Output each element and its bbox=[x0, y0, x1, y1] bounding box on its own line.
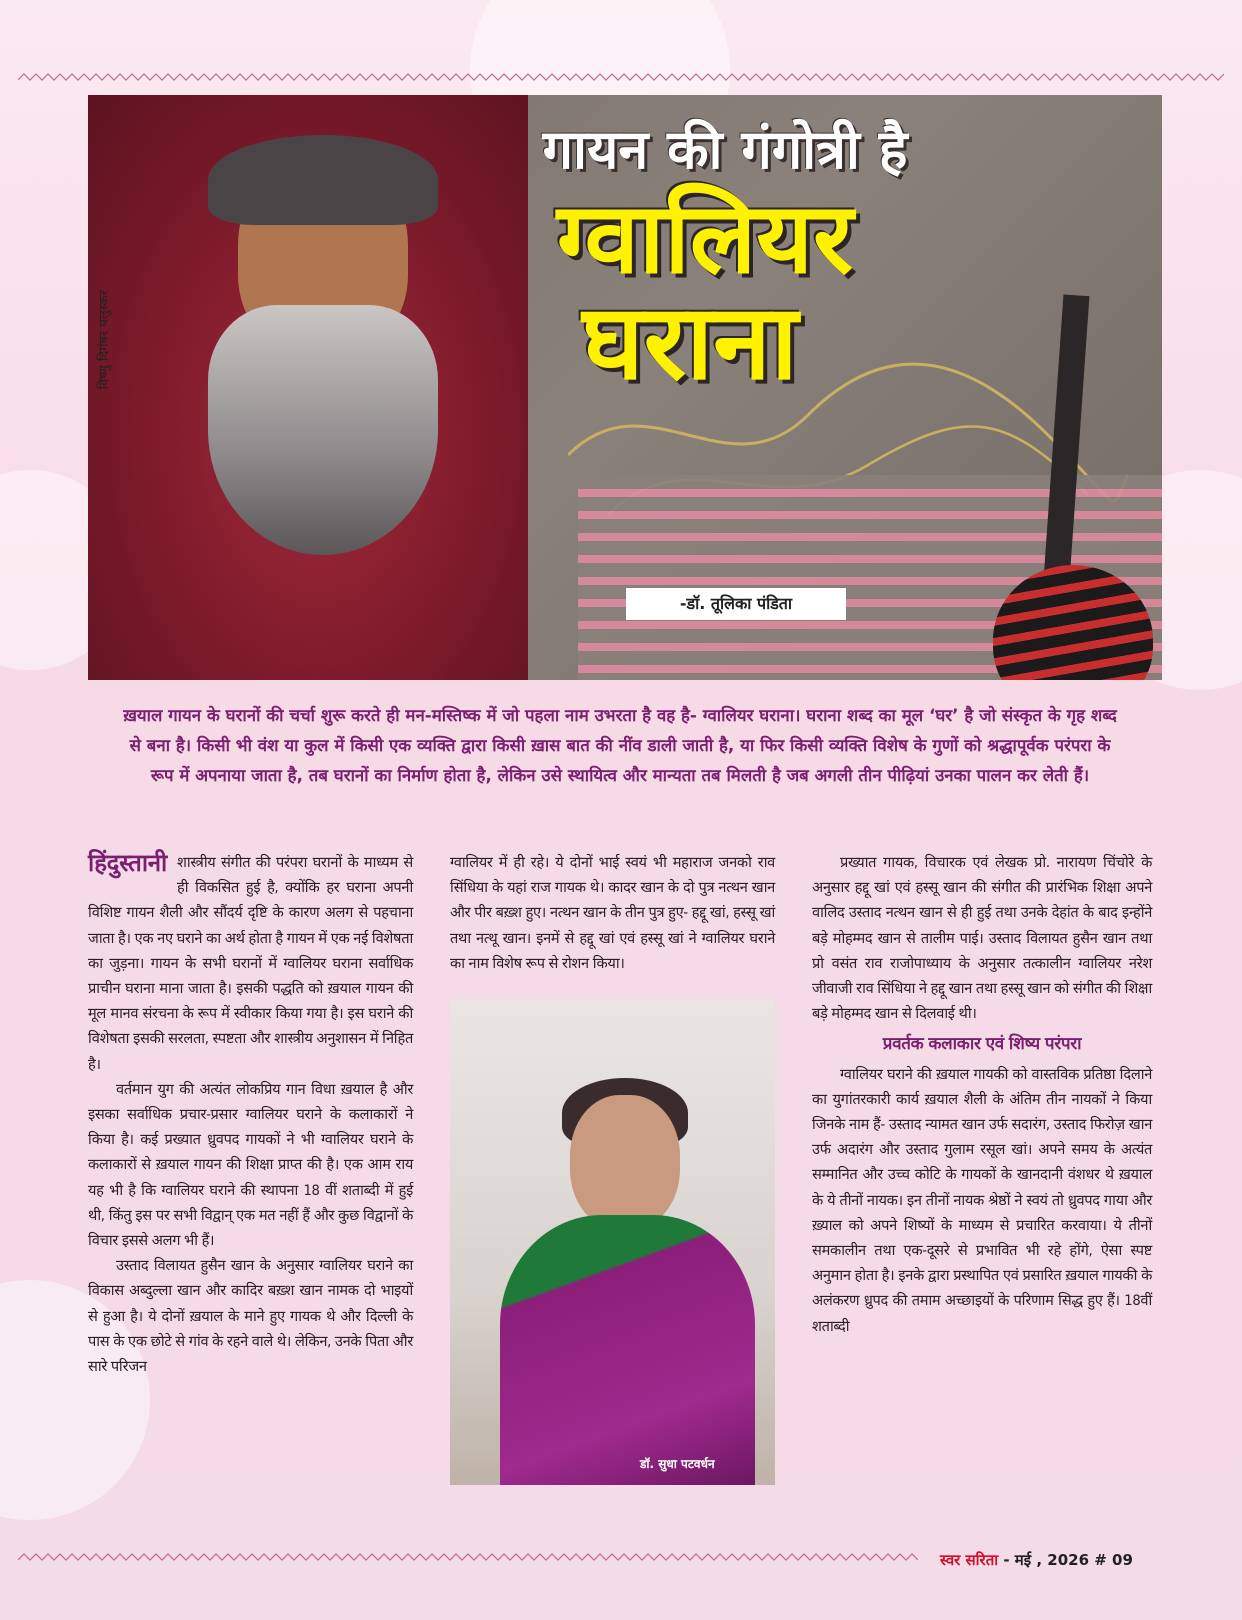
bottom-zigzag-border bbox=[18, 1552, 918, 1562]
photo-face bbox=[570, 1095, 680, 1230]
top-zigzag-border bbox=[18, 72, 1224, 82]
section-subhead: प्रवर्तक कलाकार एवं शिष्य परंपरा bbox=[882, 1034, 1082, 1055]
column-2 bbox=[450, 850, 775, 976]
photo-caption: डॉ. सुधा पटवर्धन bbox=[640, 1457, 715, 1471]
title-line-2: ग्वालियर bbox=[556, 182, 854, 296]
column-3 bbox=[812, 850, 1152, 1339]
title-line-3: घराना bbox=[582, 281, 798, 403]
drop-word: हिंदुस्तानी bbox=[88, 849, 167, 877]
photo-saree bbox=[500, 1215, 755, 1485]
column-1 bbox=[88, 850, 413, 1379]
portrait-beard bbox=[208, 305, 438, 555]
photo-sudha-patwardhan bbox=[450, 1000, 775, 1485]
image-credit: विष्णु दिगंबर पलुस्कर bbox=[97, 290, 112, 390]
issue-info: - मई , 2026 # 09 bbox=[998, 1551, 1133, 1569]
paragraph: प्रख्यात गायक, विचारक एवं लेखक प्रो. नारायण चिंचोरे के अनुसार हद्दू खां एवं हस्सू खान की संगीत की प्रारंभिक शिक्षा अपने वालिद उस्ताद नत्थन खान से ही हुई तथा उनके देहांत के बाद इन्होंने बड़े मोहम्मद खान से तालीम पाई। उस्ताद विलायत हुसैन खान तथा प्रो वसंत राव राजोपाध्याय के अनुसार तत्कालीन ग्वालियर नरेश जीवाजी राव सिंधिया ने हद्दू खान तथा हस्सू खान को संगीत की शिक्षा बड़े मोहम्मद खान से दिलवाई थी। bbox=[812, 854, 1152, 1023]
paragraph: वर्तमान युग की अत्यंत लोकप्रिय गान विधा ख़याल है और इसका सर्वाधिक प्रचार-प्रसार ग्वालियर घराने के कलाकारों ने किया है। कई प्रख्यात ध्रुवपद गायकों ने भी ग्वालियर घराने के कलाकारों से ख़याल गायन की शिक्षा प्राप्त की है। एक आम राय यह भी है कि ग्वालियर घराने की स्थापना 18 वीं शताब्दी में हुई थी, किंतु इस पर सभी विद्वान् एक मत नहीं हैं और कुछ विद्वानों के विचार इससे अलग भी हैं। bbox=[88, 1080, 413, 1250]
author-byline: -डॉ. तूलिका पंडिता bbox=[626, 588, 846, 620]
paragraph: उस्ताद विलायत हुसैन खान के अनुसार ग्वालियर घराने का विकास अब्दुल्ला खान और कादिर बख़्श खान नामक दो भाइयों से हुआ है। ये दोनों ख़याल के माने हुए गायक थे और दिल्ली के पास के एक छोटे से गांव के रहने वाले थे। लेकिन, उनके पिता और सारे परिजन bbox=[88, 1257, 413, 1376]
title-line-1: गायन की गंगोत्री है bbox=[542, 118, 908, 181]
page-footer bbox=[940, 1550, 1133, 1570]
magazine-name: स्वर सरिता bbox=[940, 1551, 999, 1569]
paragraph: शास्त्रीय संगीत की परंपरा घरानों के माध्यम से ही विकसित हुई है, क्योंकि हर घराना अपनी विशिष्ट गायन शैली और सौंदर्य दृष्टि के कारण अलग से पहचाना जाता है। एक नए घराने का अर्थ होता है गायन में एक नई विशेषता का जुड़ना। गायन के सभी घरानों में ग्वालियर घराना सर्वाधिक प्राचीन घराना माना जाता है। इसकी पद्धति को ख़याल गायन की मूल मानव संरचना के रूप में स्वीकार किया गया है। इस घराने की विशेषता इसकी सरलता, स्पष्टता और शास्त्रीय अनुशासन में निहित है। bbox=[88, 854, 413, 1073]
portrait-hair bbox=[208, 135, 438, 225]
paragraph: ग्वालियर घराने की ख़याल गायकी को वास्तविक प्रतिष्ठा दिलाने का युगांतरकारी कार्य ख़याल शैली के अंतिम तीन नायकों ने किया जिनके नाम हैं- उस्ताद न्यामत खान उर्फ सदारंग, उस्ताद फिरोज़ खान उर्फ अदारंग और उस्ताद गुलाम रसूल खां। अपने समय के अत्यंत सम्मानित और उच्च कोटि के गायकों के खानदानी वंशधर थे ख़याल के ये तीनों नायक। इन तीनों नायक श्रेष्ठों ने स्वयं तो ध्रुवपद गाया और ख़्याल को अपने शिष्यों के माध्यम से प्रचारित करवाया। ये तीनों समकालीन तथा एक-दूसरे से प्रभावित भी रहे होंगे, ऐसा स्पष्ट अनुमान होता है। इनके द्वारा प्रस्थापित एवं प्रसारित ख़याल गायकी के अलंकरण ध्रुपद की तमाम अच्छाइयों के परिणाम सिद्ध हुए हैं। 18वीं शताब्दी bbox=[812, 1065, 1152, 1335]
paragraph: ग्वालियर में ही रहे। ये दोनों भाई स्वयं भी महाराज जनको राव सिंधिया के यहां राज गायक थे। कादर खान के दो पुत्र नत्थन खान और पीर बख़्श हुए। नत्थन खान के तीन पुत्र हुए- हद्दू खां, हस्सू खां तथा नत्थू खान। इनमें से हद्दू खां एवं हस्सू खां ने ग्वालियर घराने का नाम विशेष रूप से रोशन किया। bbox=[450, 854, 775, 972]
lead-paragraph: ख़याल गायन के घरानों की चर्चा शुरू करते ही मन-मस्तिष्क में जो पहला नाम उभरता है वह है- ग्वालियर घराना। घराना शब्द का मूल ‘घर’ है जो संस्कृत के गृह शब्द से बना है। किसी भी वंश या कुल में किसी एक व्यक्ति द्वारा किसी ख़ास बात की नींव डाली जाती है, या फिर किसी व्यक्ति विशेष के गुणों को श्रद्धापूर्वक परंपरा के रूप में अपनाया जाता है, तब घरानों का निर्माण होता है, लेकिन उसे स्थायित्व और मान्यता तब मिलती है जब अगली तीन पीढ़ियां उनका पालन कर लेती हैं। bbox=[123, 705, 1117, 785]
